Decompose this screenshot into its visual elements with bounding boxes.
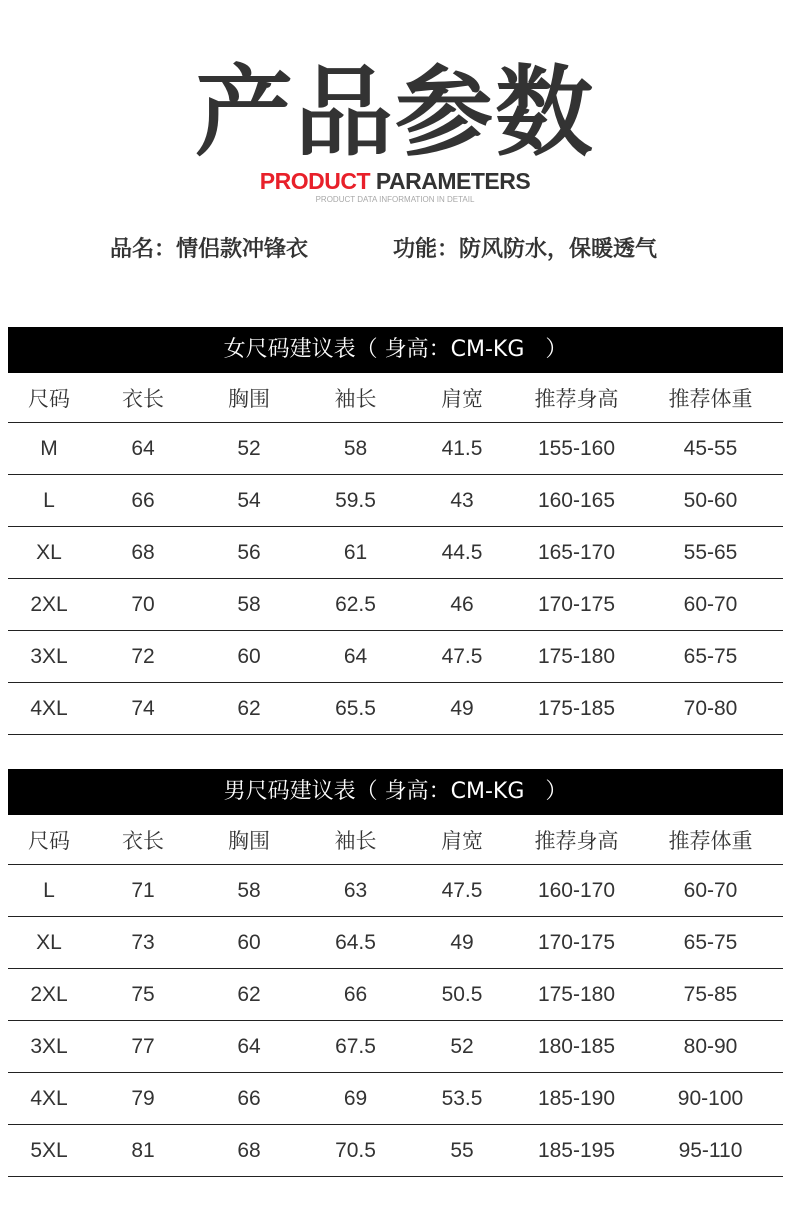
product-name-info: 品名：情侣款冲锋衣 xyxy=(110,237,309,262)
table-cell: 44.5 xyxy=(441,540,483,564)
table-header-row xyxy=(8,815,783,865)
table-cell: 64 xyxy=(237,1034,261,1058)
table-cell: 72 xyxy=(131,644,155,668)
table-cell: 68 xyxy=(131,540,155,564)
table-cell: 5XL xyxy=(30,1138,68,1162)
table-cell: 54 xyxy=(237,488,261,512)
table-cell: 71 xyxy=(131,878,155,902)
product-function-info: 功能：防风防水，保暖透气 xyxy=(393,237,658,262)
table-cell: XL xyxy=(36,930,62,954)
table-cell: 175-180 xyxy=(537,982,616,1006)
men-size-table xyxy=(8,769,783,1177)
table-cell: 165-170 xyxy=(537,540,616,564)
table-row xyxy=(8,1073,783,1125)
table-cell: 58 xyxy=(237,878,261,902)
table-row xyxy=(8,423,783,475)
table-cell: 56 xyxy=(237,540,261,564)
table-cell: 70.5 xyxy=(335,1138,376,1162)
table-cell: 46 xyxy=(450,592,474,616)
table-row xyxy=(8,1021,783,1073)
table-cell: 62 xyxy=(237,982,261,1006)
subtitle-parameters-word: PARAMETERS xyxy=(375,168,531,194)
table-cell: 69 xyxy=(343,1086,368,1110)
table-cell: 60 xyxy=(237,930,261,954)
table-cell: 47.5 xyxy=(441,878,483,902)
table-cell: 60-70 xyxy=(683,592,738,616)
table-cell: 61 xyxy=(343,540,368,564)
table-cell: 170-175 xyxy=(537,930,616,954)
table-cell: 73 xyxy=(131,930,155,954)
column-header: 尺码 xyxy=(28,828,70,853)
table-header-row xyxy=(8,373,783,423)
table-cell: 67.5 xyxy=(335,1034,376,1058)
table-cell: 49 xyxy=(450,696,474,720)
table-cell: M xyxy=(40,436,58,460)
table-cell: 3XL xyxy=(30,1034,68,1058)
table-cell: 47.5 xyxy=(441,644,483,668)
table-cell: 45-55 xyxy=(683,436,738,460)
table-row xyxy=(8,683,783,735)
table-row xyxy=(8,1125,783,1177)
men-table-title: 男尺码建议表（ 身高：CM-KG ） xyxy=(8,769,783,815)
table-row xyxy=(8,527,783,579)
table-cell: 64 xyxy=(131,436,155,460)
table-cell: 60-70 xyxy=(683,878,738,902)
table-cell: 155-160 xyxy=(537,436,616,460)
page-title: 产品参数 xyxy=(194,56,595,170)
table-cell: 65.5 xyxy=(335,696,376,720)
table-cell: 53.5 xyxy=(441,1086,483,1110)
column-header: 胸围 xyxy=(228,386,270,411)
column-header: 推荐身高 xyxy=(534,828,619,853)
table-cell: L xyxy=(43,488,55,512)
table-row xyxy=(8,579,783,631)
table-cell: 2XL xyxy=(30,592,68,616)
column-header: 尺码 xyxy=(28,386,70,411)
column-header: 衣长 xyxy=(122,386,164,411)
women-table-title: 女尺码建议表（ 身高：CM-KG ） xyxy=(8,327,783,373)
table-cell: 49 xyxy=(450,930,474,954)
table-cell: L xyxy=(43,878,55,902)
table-cell: 66 xyxy=(131,488,155,512)
subtitle-product-word: PRODUCT xyxy=(259,168,371,194)
column-header: 推荐体重 xyxy=(668,828,753,853)
table-row xyxy=(8,865,783,917)
table-cell: 64 xyxy=(343,644,368,668)
table-cell: 160-165 xyxy=(537,488,616,512)
table-cell: 55-65 xyxy=(683,540,738,564)
table-cell: 55 xyxy=(450,1138,474,1162)
table-cell: 180-185 xyxy=(537,1034,616,1058)
table-cell: 175-180 xyxy=(537,644,616,668)
table-row xyxy=(8,631,783,683)
table-cell: 62 xyxy=(237,696,261,720)
table-cell: 68 xyxy=(237,1138,261,1162)
table-cell: 41.5 xyxy=(441,436,483,460)
table-cell: 74 xyxy=(131,696,155,720)
table-cell: 65-75 xyxy=(683,644,738,668)
column-header: 肩宽 xyxy=(441,828,483,853)
table-row xyxy=(8,917,783,969)
table-cell: 64.5 xyxy=(335,930,376,954)
table-cell: 77 xyxy=(131,1034,155,1058)
table-row xyxy=(8,969,783,1021)
table-cell: 95-110 xyxy=(678,1138,743,1162)
table-cell: 43 xyxy=(450,488,474,512)
column-header: 肩宽 xyxy=(441,386,483,411)
table-cell: 65-75 xyxy=(683,930,738,954)
column-header: 推荐体重 xyxy=(668,386,753,411)
table-cell: XL xyxy=(36,540,62,564)
page-subtitle-english xyxy=(0,166,790,196)
table-cell: 59.5 xyxy=(335,488,376,512)
table-cell: 66 xyxy=(343,982,368,1006)
table-cell: 66 xyxy=(237,1086,261,1110)
table-cell: 52 xyxy=(237,436,261,460)
table-cell: 75-85 xyxy=(683,982,738,1006)
table-cell: 50.5 xyxy=(441,982,483,1006)
table-cell: 160-170 xyxy=(537,878,616,902)
table-cell: 50-60 xyxy=(683,488,738,512)
table-cell: 185-195 xyxy=(537,1138,616,1162)
column-header: 衣长 xyxy=(122,828,164,853)
table-cell: 52 xyxy=(450,1034,474,1058)
table-cell: 80-90 xyxy=(683,1034,738,1058)
subtitle-detail-caption: PRODUCT DATA INFORMATION IN DETAIL xyxy=(315,195,475,204)
table-cell: 60 xyxy=(237,644,261,668)
table-cell: 185-190 xyxy=(537,1086,616,1110)
table-cell: 70-80 xyxy=(683,696,738,720)
table-cell: 58 xyxy=(237,592,261,616)
table-cell: 62.5 xyxy=(335,592,376,616)
column-header: 胸围 xyxy=(228,828,270,853)
table-cell: 79 xyxy=(131,1086,155,1110)
table-cell: 175-185 xyxy=(537,696,616,720)
table-cell: 3XL xyxy=(30,644,68,668)
table-cell: 58 xyxy=(343,436,368,460)
women-size-table xyxy=(8,327,783,735)
table-cell: 63 xyxy=(343,878,368,902)
table-cell: 70 xyxy=(131,592,155,616)
table-cell: 4XL xyxy=(30,696,68,720)
table-cell: 170-175 xyxy=(537,592,616,616)
table-cell: 75 xyxy=(131,982,155,1006)
table-cell: 90-100 xyxy=(677,1086,744,1110)
table-cell: 4XL xyxy=(30,1086,68,1110)
table-cell: 2XL xyxy=(30,982,68,1006)
column-header: 袖长 xyxy=(334,828,377,853)
table-cell: 81 xyxy=(131,1138,155,1162)
column-header: 推荐身高 xyxy=(534,386,619,411)
column-header: 袖长 xyxy=(334,386,377,411)
table-row xyxy=(8,475,783,527)
